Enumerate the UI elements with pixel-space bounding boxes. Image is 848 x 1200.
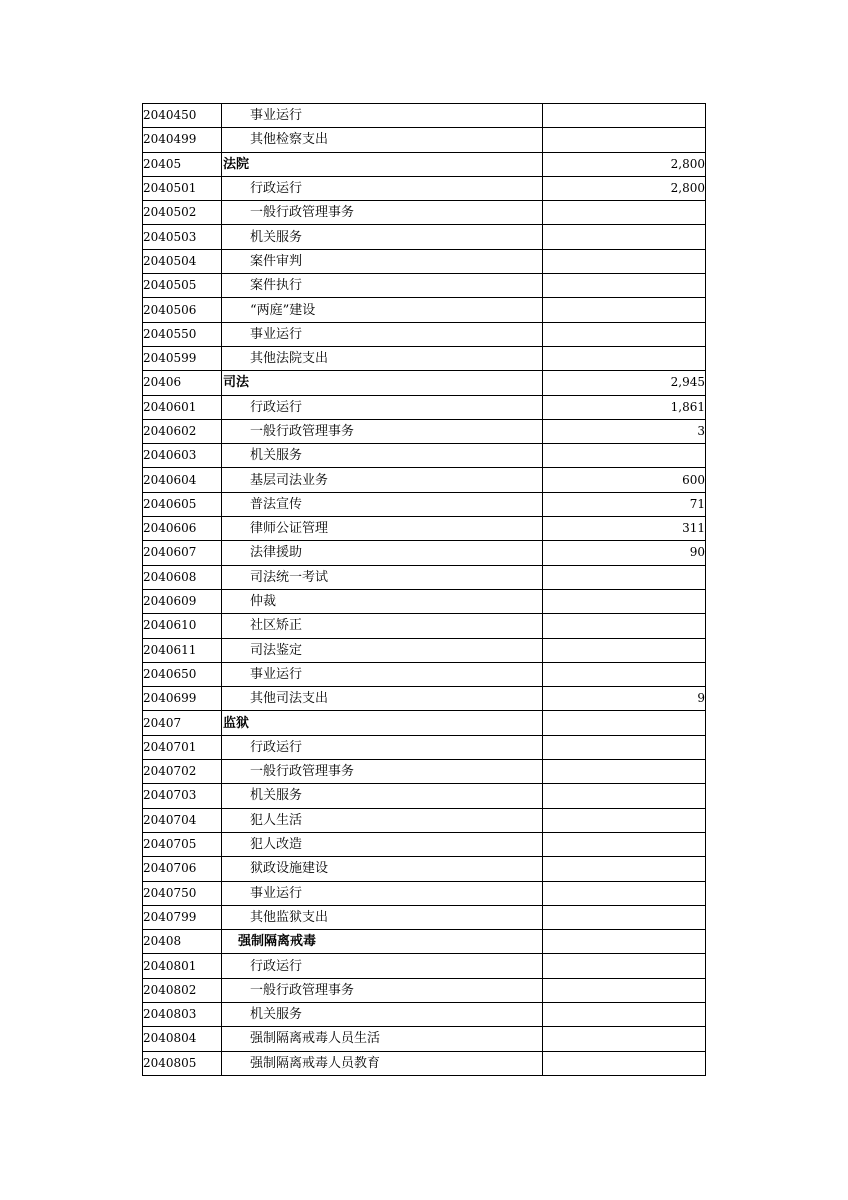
- table-row: [143, 760, 706, 784]
- code-cell: 2040799: [143, 905, 222, 929]
- table-row: [143, 1002, 706, 1026]
- code-cell: 20406: [143, 371, 222, 395]
- name-cell: 司法鉴定: [222, 638, 543, 662]
- amount-cell: [543, 832, 706, 856]
- amount-cell: 600: [543, 468, 706, 492]
- table-row: [143, 808, 706, 832]
- code-cell: 2040602: [143, 419, 222, 443]
- name-cell: 一般行政管理事务: [222, 978, 543, 1002]
- code-cell: 2040609: [143, 589, 222, 613]
- amount-cell: [543, 857, 706, 881]
- code-cell: 2040599: [143, 346, 222, 370]
- table-row: [143, 857, 706, 881]
- code-cell: 2040601: [143, 395, 222, 419]
- code-cell: 2040706: [143, 857, 222, 881]
- amount-cell: [543, 565, 706, 589]
- code-cell: 2040611: [143, 638, 222, 662]
- name-cell: 案件执行: [222, 274, 543, 298]
- table-row: [143, 662, 706, 686]
- code-cell: 2040805: [143, 1051, 222, 1075]
- name-cell: 机关服务: [222, 784, 543, 808]
- name-cell: 行政运行: [222, 176, 543, 200]
- amount-cell: [543, 298, 706, 322]
- amount-cell: [543, 881, 706, 905]
- amount-cell: [543, 1027, 706, 1051]
- table-row: [143, 346, 706, 370]
- table-row: [143, 492, 706, 516]
- code-cell: 2040606: [143, 517, 222, 541]
- amount-cell: [543, 930, 706, 954]
- code-cell: 2040506: [143, 298, 222, 322]
- name-cell: 机关服务: [222, 1002, 543, 1026]
- code-cell: 2040502: [143, 201, 222, 225]
- code-cell: 2040607: [143, 541, 222, 565]
- code-cell: 2040803: [143, 1002, 222, 1026]
- table-row: [143, 978, 706, 1002]
- name-cell: 事业运行: [222, 322, 543, 346]
- amount-cell: [543, 614, 706, 638]
- category-name-cell: 强制隔离戒毒: [222, 930, 543, 954]
- table-row: [143, 541, 706, 565]
- name-cell: 其他检察支出: [222, 128, 543, 152]
- amount-cell: [543, 128, 706, 152]
- code-cell: 2040604: [143, 468, 222, 492]
- table-row: [143, 468, 706, 492]
- name-cell: 律师公证管理: [222, 517, 543, 541]
- name-cell: 强制隔离戒毒人员生活: [222, 1027, 543, 1051]
- table-row: [143, 201, 706, 225]
- amount-cell: [543, 735, 706, 759]
- code-cell: 2040801: [143, 954, 222, 978]
- name-cell: 一般行政管理事务: [222, 760, 543, 784]
- code-cell: 2040804: [143, 1027, 222, 1051]
- name-cell: 仲裁: [222, 589, 543, 613]
- amount-cell: 2,945: [543, 371, 706, 395]
- table-row: [143, 1051, 706, 1075]
- table-row: [143, 565, 706, 589]
- code-cell: 2040610: [143, 614, 222, 638]
- name-cell: 其他监狱支出: [222, 905, 543, 929]
- code-cell: 2040450: [143, 104, 222, 128]
- table-row: [143, 249, 706, 273]
- name-cell: 一般行政管理事务: [222, 419, 543, 443]
- table-row: [143, 517, 706, 541]
- table-row: [143, 735, 706, 759]
- category-name-cell: 法院: [222, 152, 543, 176]
- name-cell: 犯人改造: [222, 832, 543, 856]
- table-row: [143, 638, 706, 662]
- table-row: [143, 905, 706, 929]
- table-row-category: [143, 930, 706, 954]
- amount-cell: 3: [543, 419, 706, 443]
- code-cell: 2040605: [143, 492, 222, 516]
- table-row: [143, 176, 706, 200]
- table-row: [143, 322, 706, 346]
- amount-cell: [543, 274, 706, 298]
- amount-cell: [543, 444, 706, 468]
- amount-cell: [543, 711, 706, 735]
- code-cell: 2040705: [143, 832, 222, 856]
- amount-cell: 71: [543, 492, 706, 516]
- table-row: [143, 444, 706, 468]
- name-cell: 基层司法业务: [222, 468, 543, 492]
- name-cell: 行政运行: [222, 395, 543, 419]
- amount-cell: [543, 201, 706, 225]
- name-cell: 社区矫正: [222, 614, 543, 638]
- table-row: [143, 225, 706, 249]
- name-cell: 其他法院支出: [222, 346, 543, 370]
- table-row: [143, 881, 706, 905]
- table-row-category: [143, 371, 706, 395]
- amount-cell: [543, 760, 706, 784]
- category-name-cell: 监狱: [222, 711, 543, 735]
- amount-cell: [543, 322, 706, 346]
- code-cell: 2040650: [143, 662, 222, 686]
- code-cell: 2040802: [143, 978, 222, 1002]
- code-cell: 2040699: [143, 687, 222, 711]
- table-row: [143, 784, 706, 808]
- name-cell: 行政运行: [222, 954, 543, 978]
- table-row: [143, 104, 706, 128]
- code-cell: 20408: [143, 930, 222, 954]
- name-cell: 法律援助: [222, 541, 543, 565]
- amount-cell: 9: [543, 687, 706, 711]
- table-row: [143, 274, 706, 298]
- table-row: [143, 687, 706, 711]
- name-cell: 其他司法支出: [222, 687, 543, 711]
- name-cell: 普法宣传: [222, 492, 543, 516]
- name-cell: 案件审判: [222, 249, 543, 273]
- amount-cell: [543, 225, 706, 249]
- table-row: [143, 832, 706, 856]
- code-cell: 2040503: [143, 225, 222, 249]
- amount-cell: [543, 638, 706, 662]
- amount-cell: [543, 1051, 706, 1075]
- name-cell: 事业运行: [222, 662, 543, 686]
- table-row: [143, 128, 706, 152]
- table-row: [143, 395, 706, 419]
- amount-cell: [543, 662, 706, 686]
- table-row: [143, 419, 706, 443]
- name-cell: 犯人生活: [222, 808, 543, 832]
- code-cell: 2040608: [143, 565, 222, 589]
- amount-cell: [543, 978, 706, 1002]
- name-cell: “两庭”建设: [222, 298, 543, 322]
- table-row-category: [143, 711, 706, 735]
- name-cell: 司法统一考试: [222, 565, 543, 589]
- code-cell: 2040550: [143, 322, 222, 346]
- code-cell: 20407: [143, 711, 222, 735]
- budget-table: [142, 103, 706, 1076]
- amount-cell: [543, 954, 706, 978]
- table-row: [143, 298, 706, 322]
- amount-cell: 90: [543, 541, 706, 565]
- amount-cell: [543, 808, 706, 832]
- name-cell: 一般行政管理事务: [222, 201, 543, 225]
- name-cell: 行政运行: [222, 735, 543, 759]
- code-cell: 2040704: [143, 808, 222, 832]
- table-row-category: [143, 152, 706, 176]
- code-cell: 2040703: [143, 784, 222, 808]
- code-cell: 20405: [143, 152, 222, 176]
- name-cell: 机关服务: [222, 225, 543, 249]
- name-cell: 事业运行: [222, 104, 543, 128]
- table-row: [143, 954, 706, 978]
- amount-cell: 1,861: [543, 395, 706, 419]
- amount-cell: [543, 905, 706, 929]
- amount-cell: [543, 346, 706, 370]
- code-cell: 2040499: [143, 128, 222, 152]
- amount-cell: [543, 784, 706, 808]
- table-row: [143, 614, 706, 638]
- name-cell: 强制隔离戒毒人员教育: [222, 1051, 543, 1075]
- name-cell: 机关服务: [222, 444, 543, 468]
- category-name-cell: 司法: [222, 371, 543, 395]
- code-cell: 2040702: [143, 760, 222, 784]
- amount-cell: [543, 249, 706, 273]
- code-cell: 2040750: [143, 881, 222, 905]
- amount-cell: [543, 589, 706, 613]
- table-row: [143, 589, 706, 613]
- amount-cell: 2,800: [543, 152, 706, 176]
- table-row: [143, 1027, 706, 1051]
- code-cell: 2040504: [143, 249, 222, 273]
- amount-cell: [543, 1002, 706, 1026]
- name-cell: 狱政设施建设: [222, 857, 543, 881]
- name-cell: 事业运行: [222, 881, 543, 905]
- amount-cell: [543, 104, 706, 128]
- code-cell: 2040701: [143, 735, 222, 759]
- code-cell: 2040501: [143, 176, 222, 200]
- code-cell: 2040505: [143, 274, 222, 298]
- amount-cell: 2,800: [543, 176, 706, 200]
- code-cell: 2040603: [143, 444, 222, 468]
- amount-cell: 311: [543, 517, 706, 541]
